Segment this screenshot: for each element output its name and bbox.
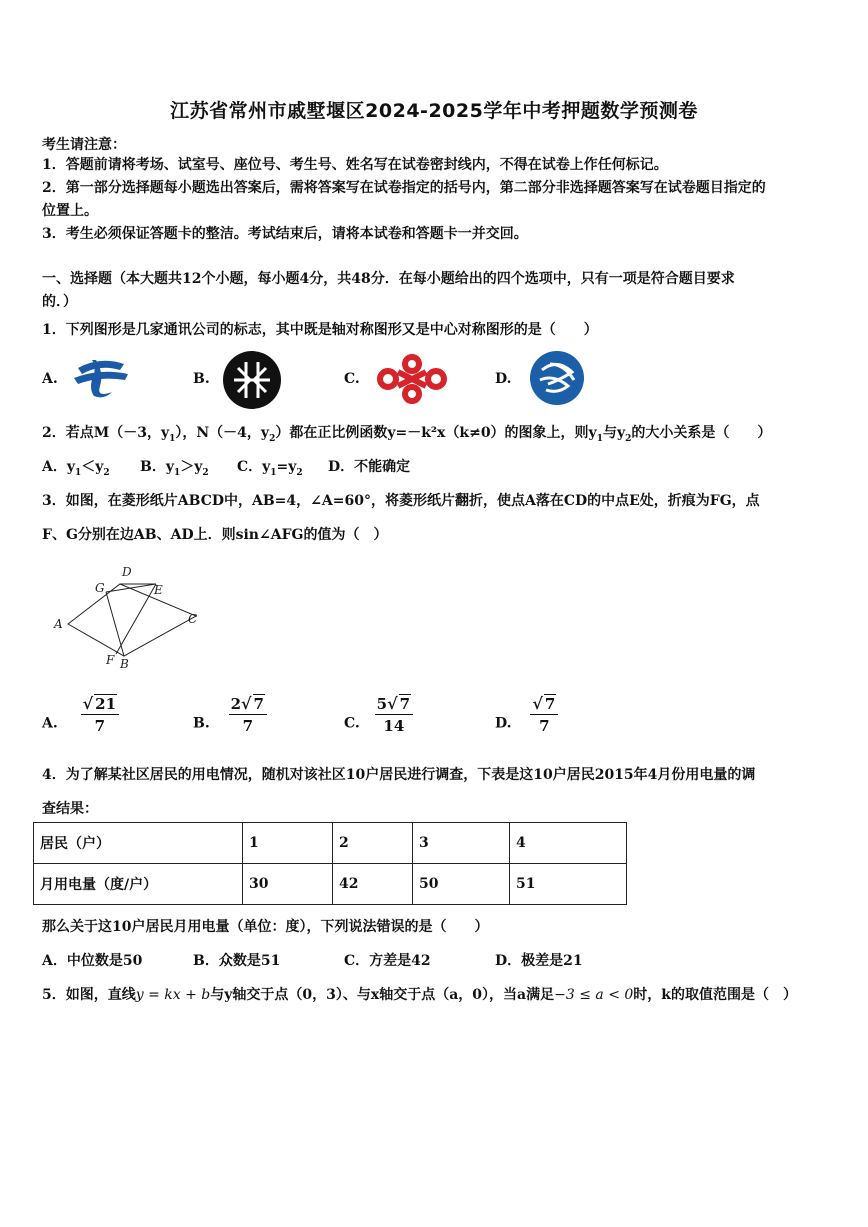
q4-stem-cont: 查结果： xyxy=(42,801,98,817)
q3-stem-cont: F、G分别在边AB、AD上．则sin∠AFG的值为（ ） xyxy=(42,527,388,543)
point-label-e: E xyxy=(154,583,163,597)
section-heading-cont: 的．） xyxy=(42,294,77,310)
point-label-f: F xyxy=(106,653,115,667)
point-label-b: B xyxy=(120,657,129,671)
mobile-logo-icon xyxy=(528,350,586,406)
q3-option-b: B. $\frac{2√ 7}{7}$ xyxy=(193,712,267,735)
table-cell: 42 xyxy=(333,864,413,905)
page-title: 江苏省常州市戚墅堰区2024-2025学年中考押题数学预测卷 xyxy=(170,100,698,122)
q5-stem: 5．如图，直线y = kx + b与y轴交于点（0，3）、与x轴交于点（a，0），当a满足−3 ≤ a < 0时，k的取值范围是（ ） xyxy=(42,987,797,1003)
q2-option-a: A．$y_1<y_2$ xyxy=(42,459,110,478)
q3-option-c: C. $\frac{5√ 7}{14}$ xyxy=(344,712,413,735)
table-cell: 1 xyxy=(243,823,333,864)
notice-heading: 考生请注意： xyxy=(42,137,126,153)
q4-stem: 4．为了解某社区居民的用电情况，随机对该社区10户居民进行调查，下表是这10户居民2015年4月份用电量的调 xyxy=(42,767,756,783)
point-label-a: A xyxy=(54,617,63,631)
table-row xyxy=(34,864,627,905)
point-label-d: D xyxy=(122,565,132,579)
point-label-c: C xyxy=(188,612,198,626)
electricity-table xyxy=(33,822,627,905)
q4-option-a: A．中位数是50 xyxy=(42,953,143,969)
notice-item-2-cont: 位置上。 xyxy=(42,203,98,219)
q4-option-c: C．方差是42 xyxy=(344,953,431,969)
rhombus-figure xyxy=(50,560,210,672)
table-cell: 4 xyxy=(510,823,627,864)
table-cell: 50 xyxy=(413,864,510,905)
table-cell: 51 xyxy=(510,864,627,905)
netcom-logo-icon xyxy=(220,350,284,410)
q2-option-d: D．不能确定 xyxy=(328,459,411,475)
q1-option-d: D. xyxy=(495,371,512,387)
notice-item-2: 2．第一部分选择题每小题选出答案后，需将答案写在试卷指定的括号内，第二部分非选择题答案写在试卷题目指定的 xyxy=(42,180,766,196)
q3-option-d: D. $\frac{√ 7}{7}$ xyxy=(495,712,558,735)
table-cell: 月用电量（度/户） xyxy=(34,864,243,905)
table-cell: 居民（户） xyxy=(34,823,243,864)
table-cell: 30 xyxy=(243,864,333,905)
table-cell: 2 xyxy=(333,823,413,864)
q3-stem: 3．如图，在菱形纸片ABCD中，AB=4，∠A=60°，将菱形纸片翻折，使点A落在CD的中点E处，折痕为FG，点 xyxy=(42,493,760,509)
q5-formula: y = kx + b xyxy=(135,987,211,1003)
notice-item-1: 1．答题前请将考场、试室号、座位号、考生号、姓名写在试卷密封线内，不得在试卷上作任何标记。 xyxy=(42,157,668,173)
telecom-logo-icon xyxy=(70,352,130,402)
table-row xyxy=(34,823,627,864)
q2-option-c: C．$y_1=y_2$ xyxy=(237,459,303,478)
q4-option-d: D．极差是21 xyxy=(495,953,583,969)
unicom-knot-logo-icon xyxy=(374,352,450,406)
notice-item-3: 3．考生必须保证答题卡的整洁。考试结束后，请将本试卷和答题卡一并交回。 xyxy=(42,226,528,242)
q2-stem: 2．若点M（－3，$y_1$），N（－4，$y_2$）都在正比例函数y=－k²x（k≠0）的图象上，则$y_1$与$y_2$的大小关系是（ ） xyxy=(42,425,772,444)
point-label-g: G xyxy=(95,581,105,595)
q3-option-a: A. $\frac{√ 21}{7}$ xyxy=(42,712,119,735)
fold-line-fg xyxy=(106,592,124,656)
q5-condition: −3 ≤ a < 0 xyxy=(554,987,634,1003)
q2-option-b: B．$y_1>y_2$ xyxy=(140,459,209,478)
q4-option-b: B．众数是51 xyxy=(193,953,281,969)
q1-option-a: A. xyxy=(42,371,58,387)
q1-option-c: C. xyxy=(344,371,360,387)
section-heading: 一、选择题（本大题共12个小题，每小题4分，共48分．在每小题给出的四个选项中，只有一项是符合题目要求 xyxy=(42,271,735,287)
table-cell: 3 xyxy=(413,823,510,864)
q1-option-b: B. xyxy=(193,371,210,387)
q1-stem: 1．下列图形是几家通讯公司的标志，其中既是轴对称图形又是中心对称图形的是（ ） xyxy=(42,322,598,338)
q4-question: 那么关于这10户居民月用电量（单位：度），下列说法错误的是（ ） xyxy=(42,919,489,935)
